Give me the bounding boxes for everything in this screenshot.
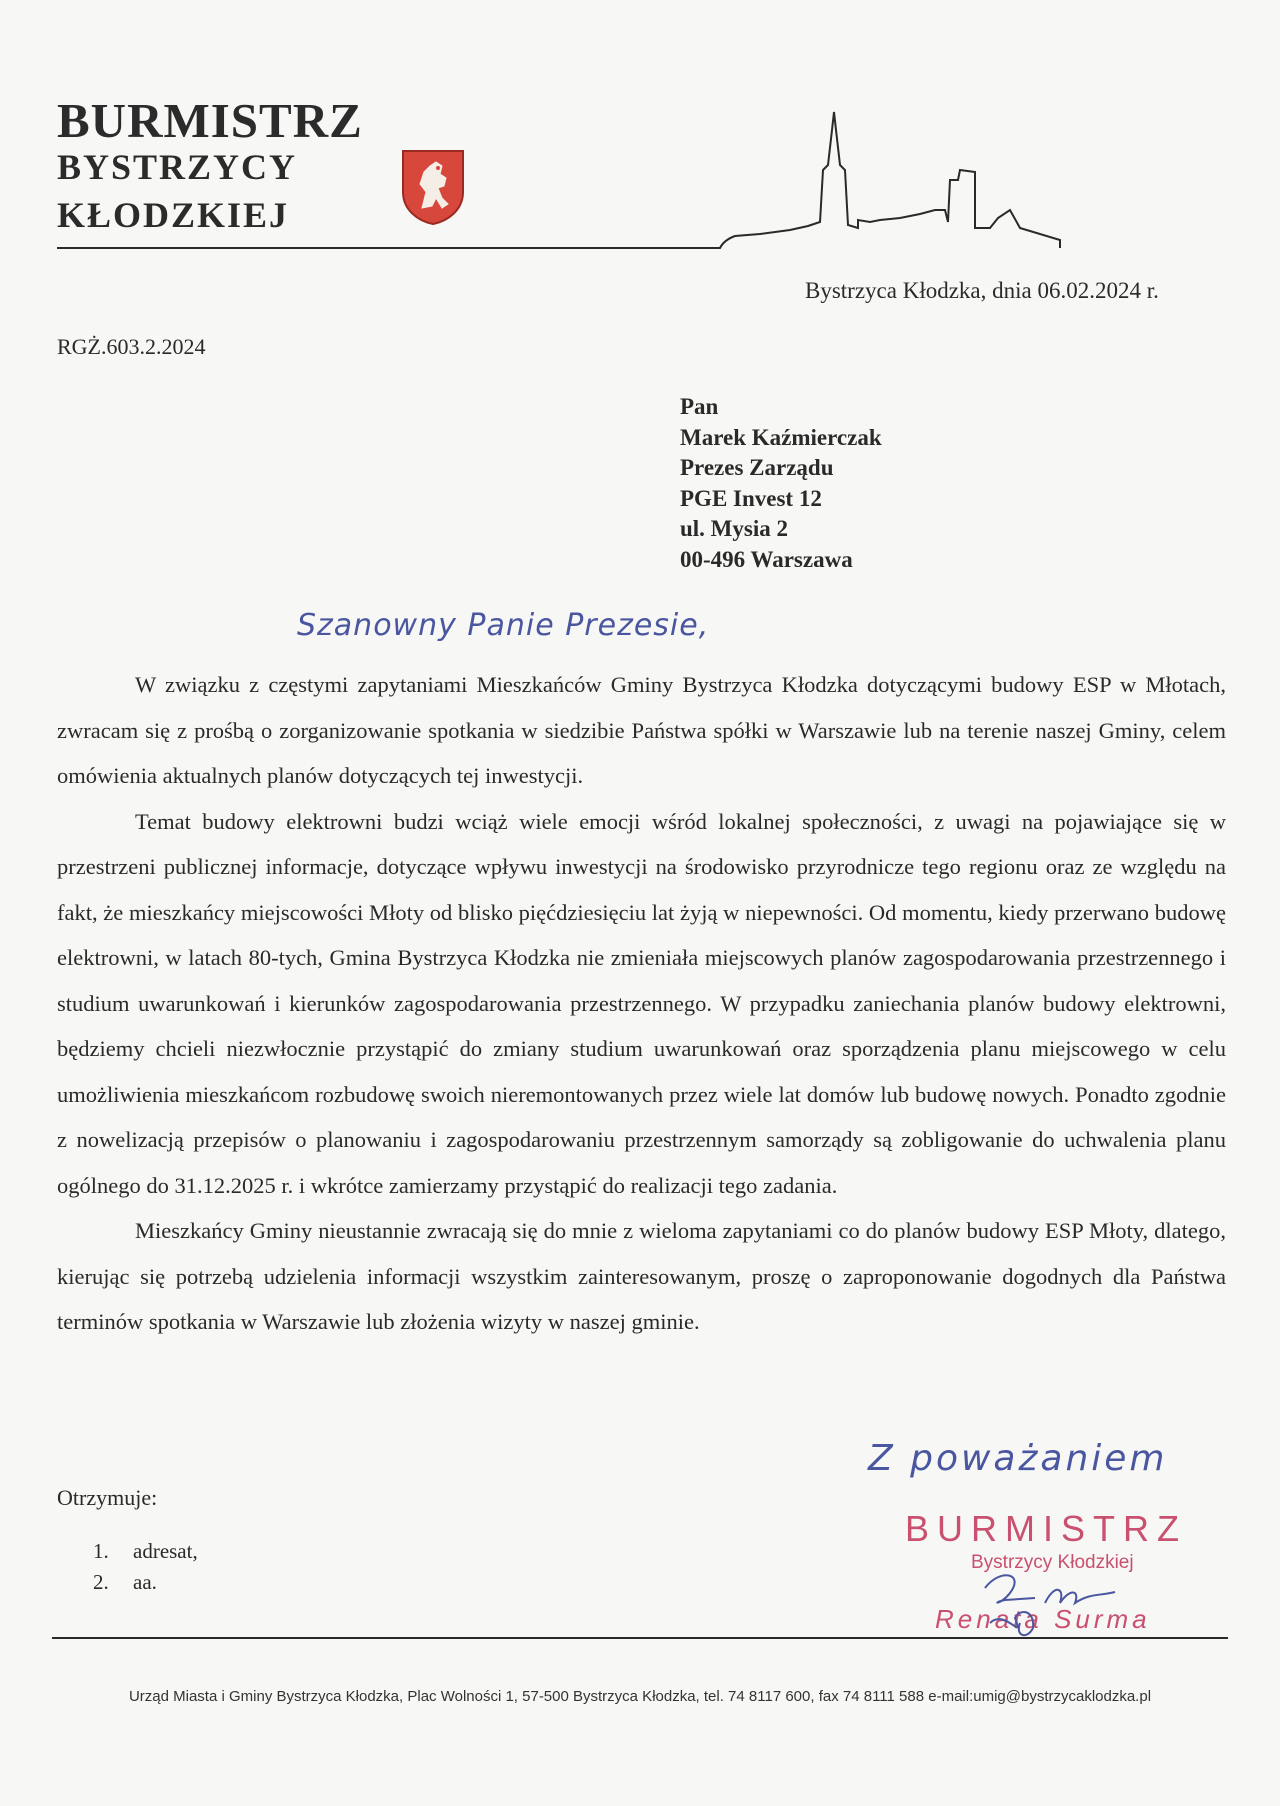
handwritten-signature-icon (965, 1548, 1145, 1638)
stamp-subtitle: Bystrzycy Kłodzkiej (971, 1552, 1134, 1573)
body-paragraph: Temat budowy elektrowni budzi wciąż wiele emocji wśród lokalnej społeczności, z uwagi na pojawiające się w przestrzeni publicznej informacje, dotyczące wpływu inwestycji na środowisko przyrodnicze tego regionu oraz ze względu na fakt, że mieszkańcy miejscowości Młoty od blisko pięćdziesięciu lat żyją w niepewności. Od momentu, kiedy przerwano budowę elektrowni, w latach 80-tych, Gmina Bystrzyca Kłodzka nie zmieniała miejscowych planów zagospodarowania przestrzennego i studium uwarunkowań i kierunków zagospodarowania przestrzennego. W przypadku zaniechania planów budowy elektrowni, będziemy chcieli niezwłocznie przystąpić do zmiany studium uwarunkowań oraz sporządzenia planu miejscowego w celu umożliwienia mieszkańcom rozbudowę swoich nieremontowanych przez wiele lat domów lub budowę nowych. Ponadto zgodnie z nowelizacją przepisów o planowaniu i zagospodarowaniu przestrzennym samorządy są zobligowanie do uchwalenia planu ogólnego do 31.12.2025 r. i wkrótce zamierzamy przystąpić do realizacji tego zadania. (57, 808, 1226, 1198)
greeting-text: Szanowny Panie Prezesie, (297, 608, 710, 643)
stamp-title: BURMISTRZ (905, 1508, 1187, 1549)
footer-divider (52, 1637, 1228, 1639)
addressee-line: Pan (680, 394, 719, 419)
header-title-line3: KŁODZKIEJ (57, 195, 290, 235)
header-title-line1: BURMISTRZ (57, 93, 363, 148)
official-stamp (905, 1508, 1225, 1638)
handwritten-closing: Z poważaniem (868, 1438, 1168, 1479)
recipients-list (93, 1536, 198, 1598)
handwritten-greeting (297, 608, 897, 668)
letter-body (57, 662, 1226, 1345)
town-skyline-line-icon (0, 110, 1100, 255)
recipient-item: 1. adresat, (93, 1539, 198, 1563)
footer-contact: Urząd Miasta i Gminy Bystrzyca Kłodzka, Plac Wolności 1, 57-500 Bystrzyca Kłodzka, tel. 74 8117 600, fax 74 8111 588 e-mail:umig@bystrzycaklodzka.pl (128, 1688, 1152, 1705)
body-paragraph: Mieszkańcy Gminy nieustannie zwracają się do mnie z wieloma zapytaniami co do planów budowy ESP Młoty, dlatego, kierując się potrzebą udzielenia informacji wszystkim zainteresowanym, proszę o zaproponowanie dogodnych dla Państwa terminów spotkania w Warszawie lub złożenia wizyty w naszej gminie. (57, 1218, 1226, 1334)
addressee-line: 00-496 Warszawa (680, 546, 853, 572)
place-and-date: Bystrzyca Kłodzka, dnia 06.02.2024 r. (805, 278, 1159, 303)
addressee-line: PGE Invest 12 (680, 485, 822, 511)
addressee-line: ul. Mysia 2 (680, 516, 788, 541)
addressee-block (680, 392, 882, 575)
reference-number: RGŻ.603.2.2024 (57, 334, 206, 359)
stamp-name: Renata Surma (935, 1604, 1151, 1634)
recipient-item: 2. aa. (93, 1570, 157, 1594)
body-paragraph: W związku z częstymi zapytaniami Mieszkańców Gminy Bystrzyca Kłodzka dotyczącymi budowy ESP w Młotach, zwracam się z prośbą o zorganizowanie spotkania w siedzibie Państwa spółki w Warszawie lub na terenie naszej Gminy, celem omówienia aktualnych planów dotyczących tej inwestycji. (57, 672, 1226, 788)
addressee-line: Prezes Zarządu (680, 455, 834, 480)
addressee-line: Marek Kaźmierczak (680, 424, 882, 450)
header-title-line2: BYSTRZYCY (57, 147, 298, 187)
recipients-label: Otrzymuje: (57, 1485, 158, 1510)
